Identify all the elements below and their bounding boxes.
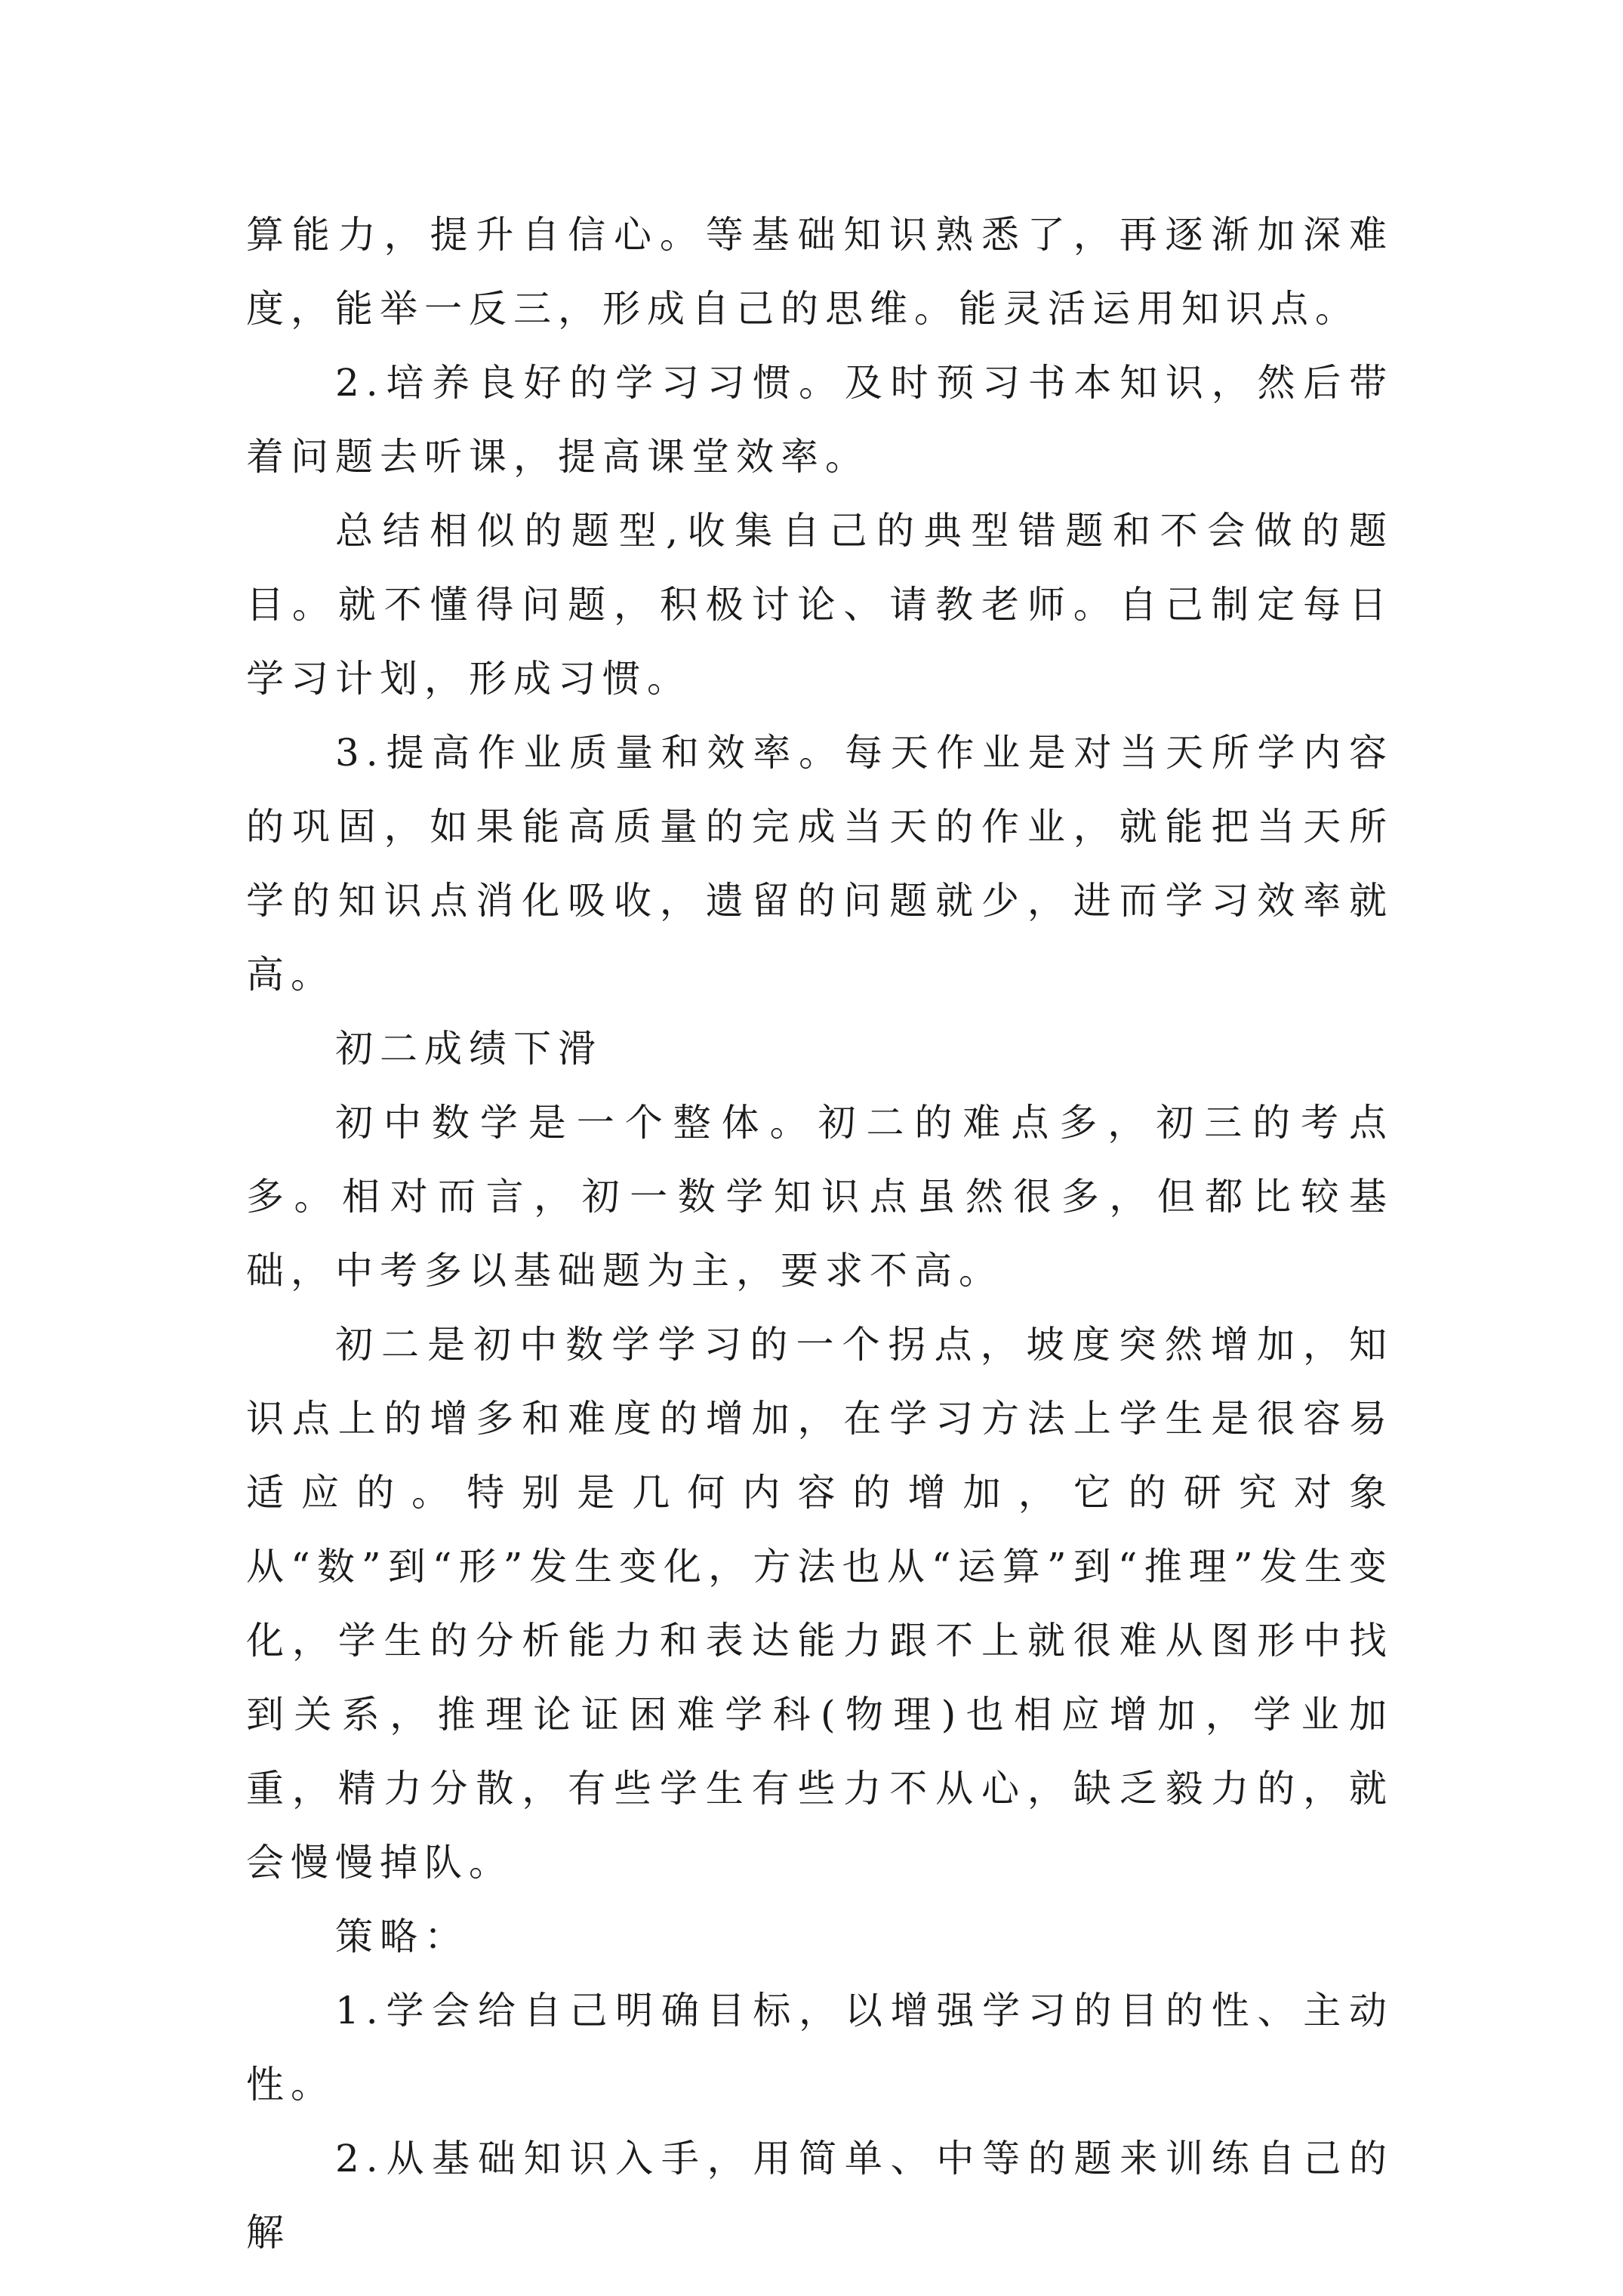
paragraph-2: 2.培养良好的学习习惯。及时预习书本知识，然后带着问题去听课，提高课堂效率。 (246, 361, 1394, 479)
paragraph-4: 3.提高作业质量和效率。每天作业是对当天所学内容的巩固，如果能高质量的完成当天的作业，就能把当天所学的知识点消化吸收，遗留的问题就少，进而学习效率就高。 (246, 731, 1394, 997)
strategy-label: 策略： (335, 1915, 469, 1959)
paragraph-3: 总结相似的题型,收集自己的典型错题和不会做的题目。就不懂得问题，积极讨论、请教老师。自己制定每日学习计划，形成习惯。 (246, 509, 1394, 701)
strategy-item-1: 1.学会给自己明确目标，以增强学习的目的性、主动性。 (246, 1989, 1394, 2106)
document-body (246, 198, 1394, 2270)
paragraph-5: 初中数学是一个整体。初二的难点多，初三的考点多。相对而言，初一数学知识点虽然很多，但都比较基础，中考多以基础题为主，要求不高。 (246, 1101, 1394, 1293)
section-heading: 初二成绩下滑 (335, 1027, 602, 1071)
paragraph-6: 初二是初中数学学习的一个拐点，坡度突然增加，知识点上的增多和难度的增加，在学习方法上学生是很容易适应的。特别是几何内容的增加，它的研究对象从“数”到“形”发生变化，方法也从“运算”到“推理”发生变化，学生的分析能力和表达能力跟不上就很难从图形中找到关系，推理论证困难学科(物理)也相应增加，学业加重，精力分散，有些学生有些力不从心，缺乏毅力的，就会慢慢掉队。 (246, 1323, 1394, 1885)
strategy-item-2: 2.从基础知识入手，用简单、中等的题来训练自己的解 (246, 2137, 1394, 2254)
paragraph-1: 算能力，提升自信心。等基础知识熟悉了，再逐渐加深难度，能举一反三，形成自己的思维。能灵活运用知识点。 (246, 213, 1394, 331)
